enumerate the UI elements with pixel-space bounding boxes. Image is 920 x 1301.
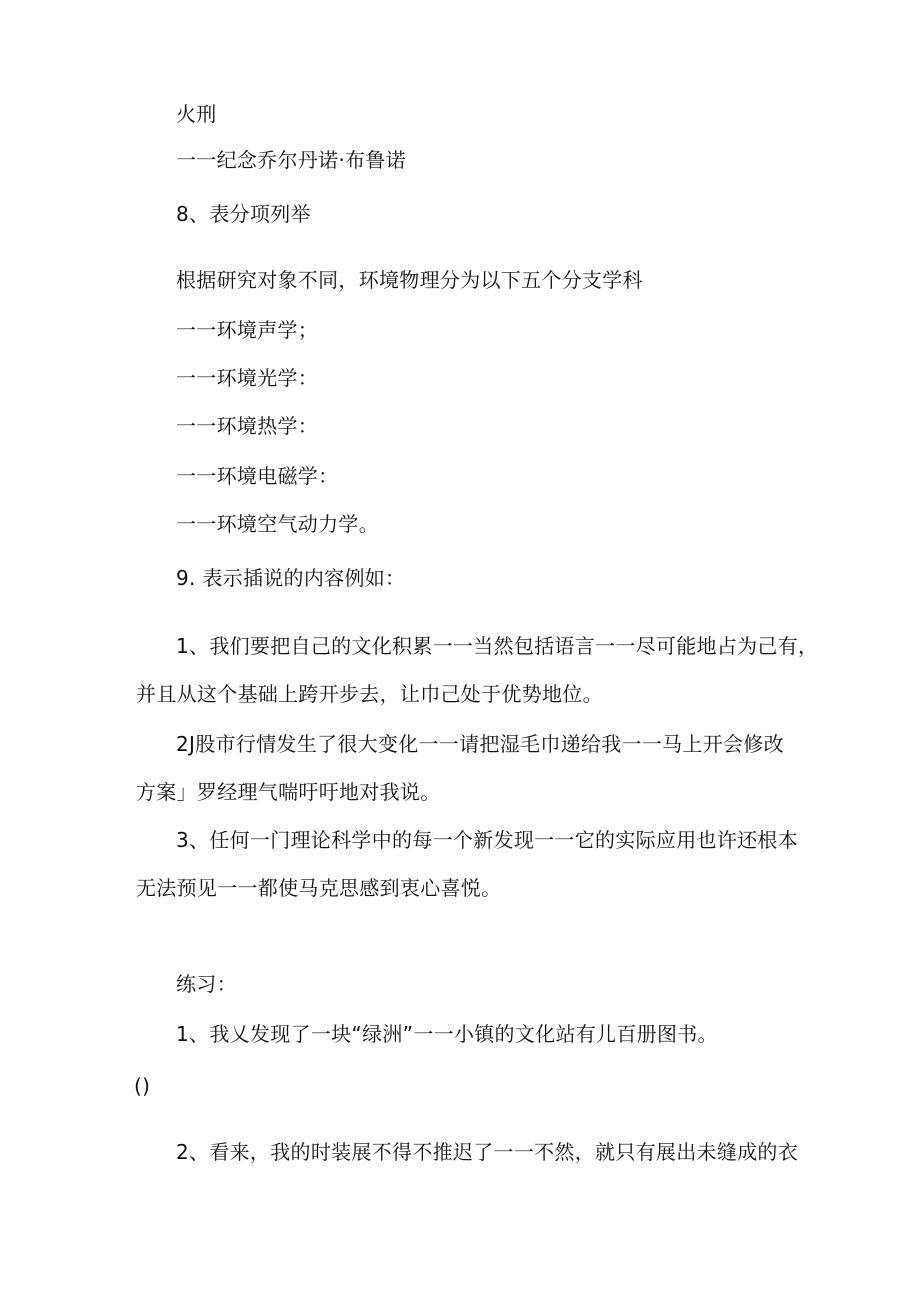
list-item-aerodynamics: 一一环境空气动力学。 xyxy=(176,512,379,536)
exercise-1: 1、我乂发现了一块“绿洲”一一小镇的文化站有儿百册图书。 xyxy=(176,1022,718,1046)
poem-subtitle: 一一纪念乔尔丹诺·布鲁诺 xyxy=(176,148,406,172)
list-item-thermal: 一一环境热学： xyxy=(176,414,319,438)
list-item-electromagnetic: 一一环境电磁学： xyxy=(176,464,339,488)
list-item-optics: 一一环境光学： xyxy=(176,366,319,390)
example-2-line-1: 2J股市行情发生了很大变化一一请把湿毛巾递给我一一马上开会修改 xyxy=(176,732,784,756)
example-3-line-1: 3、任何一门理论科学中的每一个新发现一一它的实际应用也许还根本 xyxy=(176,828,799,852)
example-2-line-2: 方案」罗经理气喘吁吁地对我说。 xyxy=(136,780,441,804)
exercise-1-answer-blank: () xyxy=(134,1074,151,1098)
section-heading-9: 9. 表示插说的内容例如： xyxy=(176,566,406,590)
poem-title: 火刑 xyxy=(176,102,217,126)
example-3-line-2: 无法预见一一都使马克思感到衷心喜悦。 xyxy=(136,876,502,900)
section-heading-8: 8、表分项列举 xyxy=(176,202,311,226)
exercise-heading: 练习： xyxy=(176,972,237,996)
example-1-line-2: 并且从这个基础上跨开步去，让巾己处于优势地位。 xyxy=(136,682,603,706)
paragraph-intro: 根据研究对象不同，环境物理分为以下五个分支学科 xyxy=(176,268,643,292)
example-1-line-1: 1、我们要把自己的文化积累一一当然包括语言一一尽可能地占为己有， xyxy=(176,634,819,658)
exercise-2: 2、看来，我的时装展不得不推迟了一一不然，就只有展出未缝成的衣 xyxy=(176,1140,799,1164)
list-item-acoustics: 一一环境声学； xyxy=(176,318,319,342)
